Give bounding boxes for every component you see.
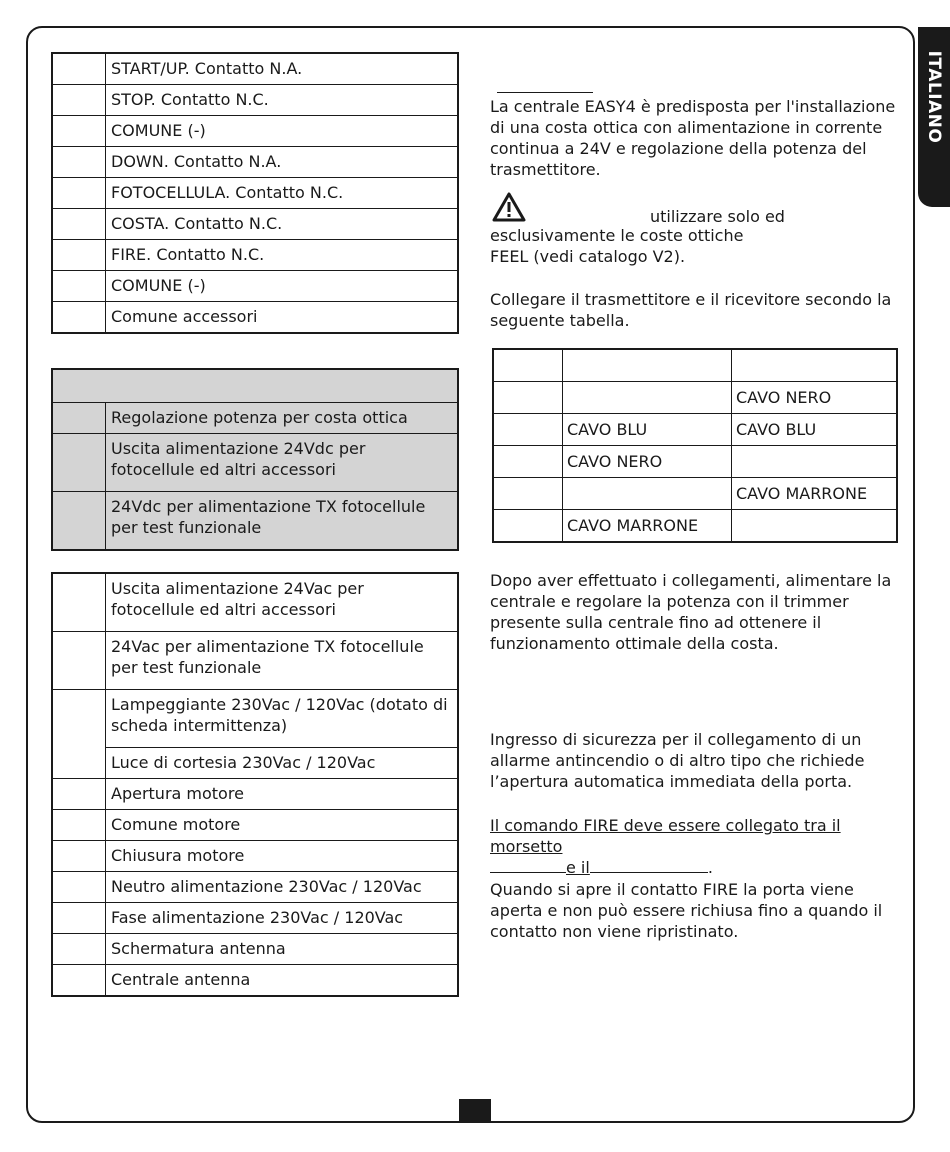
- warning-icon: [492, 192, 526, 222]
- table-cell: [493, 478, 563, 510]
- terminal-number-cell: [52, 116, 106, 147]
- table-cell: CAVO MARRONE: [563, 510, 732, 543]
- table-cell: [493, 414, 563, 446]
- table-cell: [732, 510, 898, 543]
- warning-text: esclusivamente le coste ottiche FEEL (vedi catalogo V2).: [490, 226, 744, 266]
- terminal-description: Centrale antenna: [106, 965, 459, 997]
- table-row: [52, 573, 458, 632]
- table-cell: [563, 382, 732, 414]
- table-row: [52, 240, 458, 271]
- fire-rule-end: .: [707, 858, 713, 877]
- terminal-description: Apertura motore: [106, 779, 459, 810]
- terminal-number-cell: [52, 934, 106, 965]
- table-row: [52, 403, 458, 434]
- table-cell: [732, 446, 898, 478]
- intro-paragraph: La centrale EASY4 è predisposta per l'installazione di una costa ottica con alimentazione in corrente continua a 24V e regolazione della potenza del trasmettitore.: [490, 97, 896, 179]
- terminal-number-cell: [52, 302, 106, 334]
- table-cell: CAVO NERO: [563, 446, 732, 478]
- table-row: [493, 478, 897, 510]
- terminal-number-cell: [52, 492, 106, 551]
- language-tab: [918, 27, 950, 207]
- table-row: [52, 841, 458, 872]
- table-row: [52, 85, 458, 116]
- terminal-table-power-dc: [51, 368, 459, 551]
- terminal-description: Comune accessori: [106, 302, 459, 334]
- terminal-table-power-ac: [51, 572, 459, 997]
- table-row: [52, 434, 458, 492]
- terminal-number-cell: [52, 403, 106, 434]
- terminal-number-cell: [52, 965, 106, 997]
- table-cell: CAVO NERO: [732, 382, 898, 414]
- fire-intro-paragraph: Ingresso di sicurezza per il collegamento di un allarme antincendio o di altro tipo che richiede l’apertura automatica immediata della porta.: [490, 730, 865, 791]
- wiring-table: [492, 348, 898, 543]
- terminal-description: COMUNE (-): [106, 116, 459, 147]
- table-row: [52, 779, 458, 810]
- terminal-number-cell: [52, 434, 106, 492]
- table-row: [52, 934, 458, 965]
- terminal-description: 24Vdc per alimentazione TX fotocellule per test funzionale: [106, 492, 459, 551]
- terminal-description: COSTA. Contatto N.C.: [106, 209, 459, 240]
- terminal-description: Fase alimentazione 230Vac / 120Vac: [106, 903, 459, 934]
- terminal-number-cell: [52, 85, 106, 116]
- table-cell: [732, 349, 898, 382]
- table-row: [493, 510, 897, 543]
- table-cell: [563, 478, 732, 510]
- table-cell: [493, 510, 563, 543]
- table-row: [52, 53, 458, 85]
- table-row: [52, 748, 458, 779]
- table-cell: [493, 349, 563, 382]
- fire-rule-mid: e il: [566, 858, 590, 877]
- terminal-number-cell: [52, 903, 106, 934]
- table-row: [52, 271, 458, 302]
- table-row: [52, 903, 458, 934]
- terminal-number-cell: [52, 872, 106, 903]
- terminal-description: DOWN. Contatto N.A.: [106, 147, 459, 178]
- warning-text-tail: utilizzare solo ed: [650, 207, 785, 226]
- terminal-description: Neutro alimentazione 230Vac / 120Vac: [106, 872, 459, 903]
- table-row: [52, 965, 458, 997]
- after-connection-paragraph: Dopo aver effettuato i collegamenti, alimentare la centrale e regolare la potenza con il trimmer presente sulla centrale fino ad ottenere il funzionamento ottimale della costa.: [490, 571, 892, 653]
- terminal-number-cell: [52, 810, 106, 841]
- fire-open-paragraph: Quando si apre il contatto FIRE la porta viene aperta e non può essere richiusa fino a quando il contatto non viene ripristinato.: [490, 880, 883, 941]
- table-row: [493, 446, 897, 478]
- table-row: [52, 872, 458, 903]
- terminal-number-cell: [52, 53, 106, 85]
- terminal-description: START/UP. Contatto N.A.: [106, 53, 459, 85]
- page-number-box: [459, 1099, 491, 1123]
- terminal-number-cell: [52, 573, 106, 632]
- table-row: [52, 178, 458, 209]
- terminal-description: Luce di cortesia 230Vac / 120Vac: [106, 748, 459, 779]
- table-row: [52, 810, 458, 841]
- terminal-description: Schermatura antenna: [106, 934, 459, 965]
- table-header-row: [52, 369, 458, 403]
- table-cell: CAVO BLU: [563, 414, 732, 446]
- terminal-description: FIRE. Contatto N.C.: [106, 240, 459, 271]
- terminal-description: STOP. Contatto N.C.: [106, 85, 459, 116]
- terminal-description: Uscita alimentazione 24Vac per fotocellule ed altri accessori: [106, 573, 459, 632]
- terminal-number-cell: [52, 178, 106, 209]
- table-cell: CAVO BLU: [732, 414, 898, 446]
- table-cell: [493, 446, 563, 478]
- table-row: [493, 349, 897, 382]
- table-row: [52, 690, 458, 748]
- fire-rule-text: Il comando FIRE deve essere collegato tra il morsetto: [490, 816, 841, 856]
- terminal-number-cell: [52, 271, 106, 302]
- terminal-blank-1: [490, 858, 566, 873]
- terminal-description: Comune motore: [106, 810, 459, 841]
- terminal-number-cell: [52, 690, 106, 779]
- table-row: [493, 414, 897, 446]
- table-row: [52, 302, 458, 334]
- terminal-number-cell: [52, 209, 106, 240]
- terminal-number-cell: [52, 779, 106, 810]
- language-tab-label: ITALIANO: [924, 50, 944, 144]
- heading-underline: [497, 92, 593, 93]
- table-row: [52, 209, 458, 240]
- table-row: [52, 492, 458, 551]
- terminal-description: COMUNE (-): [106, 271, 459, 302]
- terminal-description: FOTOCELLULA. Contatto N.C.: [106, 178, 459, 209]
- table-cell: [493, 382, 563, 414]
- terminal-table-inputs: [51, 52, 459, 334]
- terminal-description: Uscita alimentazione 24Vdc per fotocellule ed altri accessori: [106, 434, 459, 492]
- connect-paragraph: Collegare il trasmettitore e il ricevitore secondo la seguente tabella.: [490, 290, 892, 330]
- table-row: [493, 382, 897, 414]
- terminal-number-cell: [52, 147, 106, 178]
- terminal-number-cell: [52, 240, 106, 271]
- table-row: [52, 147, 458, 178]
- fire-rule-paragraph: [490, 815, 902, 878]
- terminal-description: Lampeggiante 230Vac / 120Vac (dotato di scheda intermittenza): [106, 690, 459, 748]
- terminal-number-cell: [52, 632, 106, 690]
- terminal-description: 24Vac per alimentazione TX fotocellule per test funzionale: [106, 632, 459, 690]
- terminal-description: Chiusura motore: [106, 841, 459, 872]
- table-cell: CAVO MARRONE: [732, 478, 898, 510]
- table-cell: [563, 349, 732, 382]
- table-row: [52, 116, 458, 147]
- table-header-cell: [52, 369, 458, 403]
- terminal-number-cell: [52, 841, 106, 872]
- table-row: [52, 632, 458, 690]
- terminal-description: Regolazione potenza per costa ottica: [106, 403, 459, 434]
- terminal-blank-2: [590, 858, 708, 873]
